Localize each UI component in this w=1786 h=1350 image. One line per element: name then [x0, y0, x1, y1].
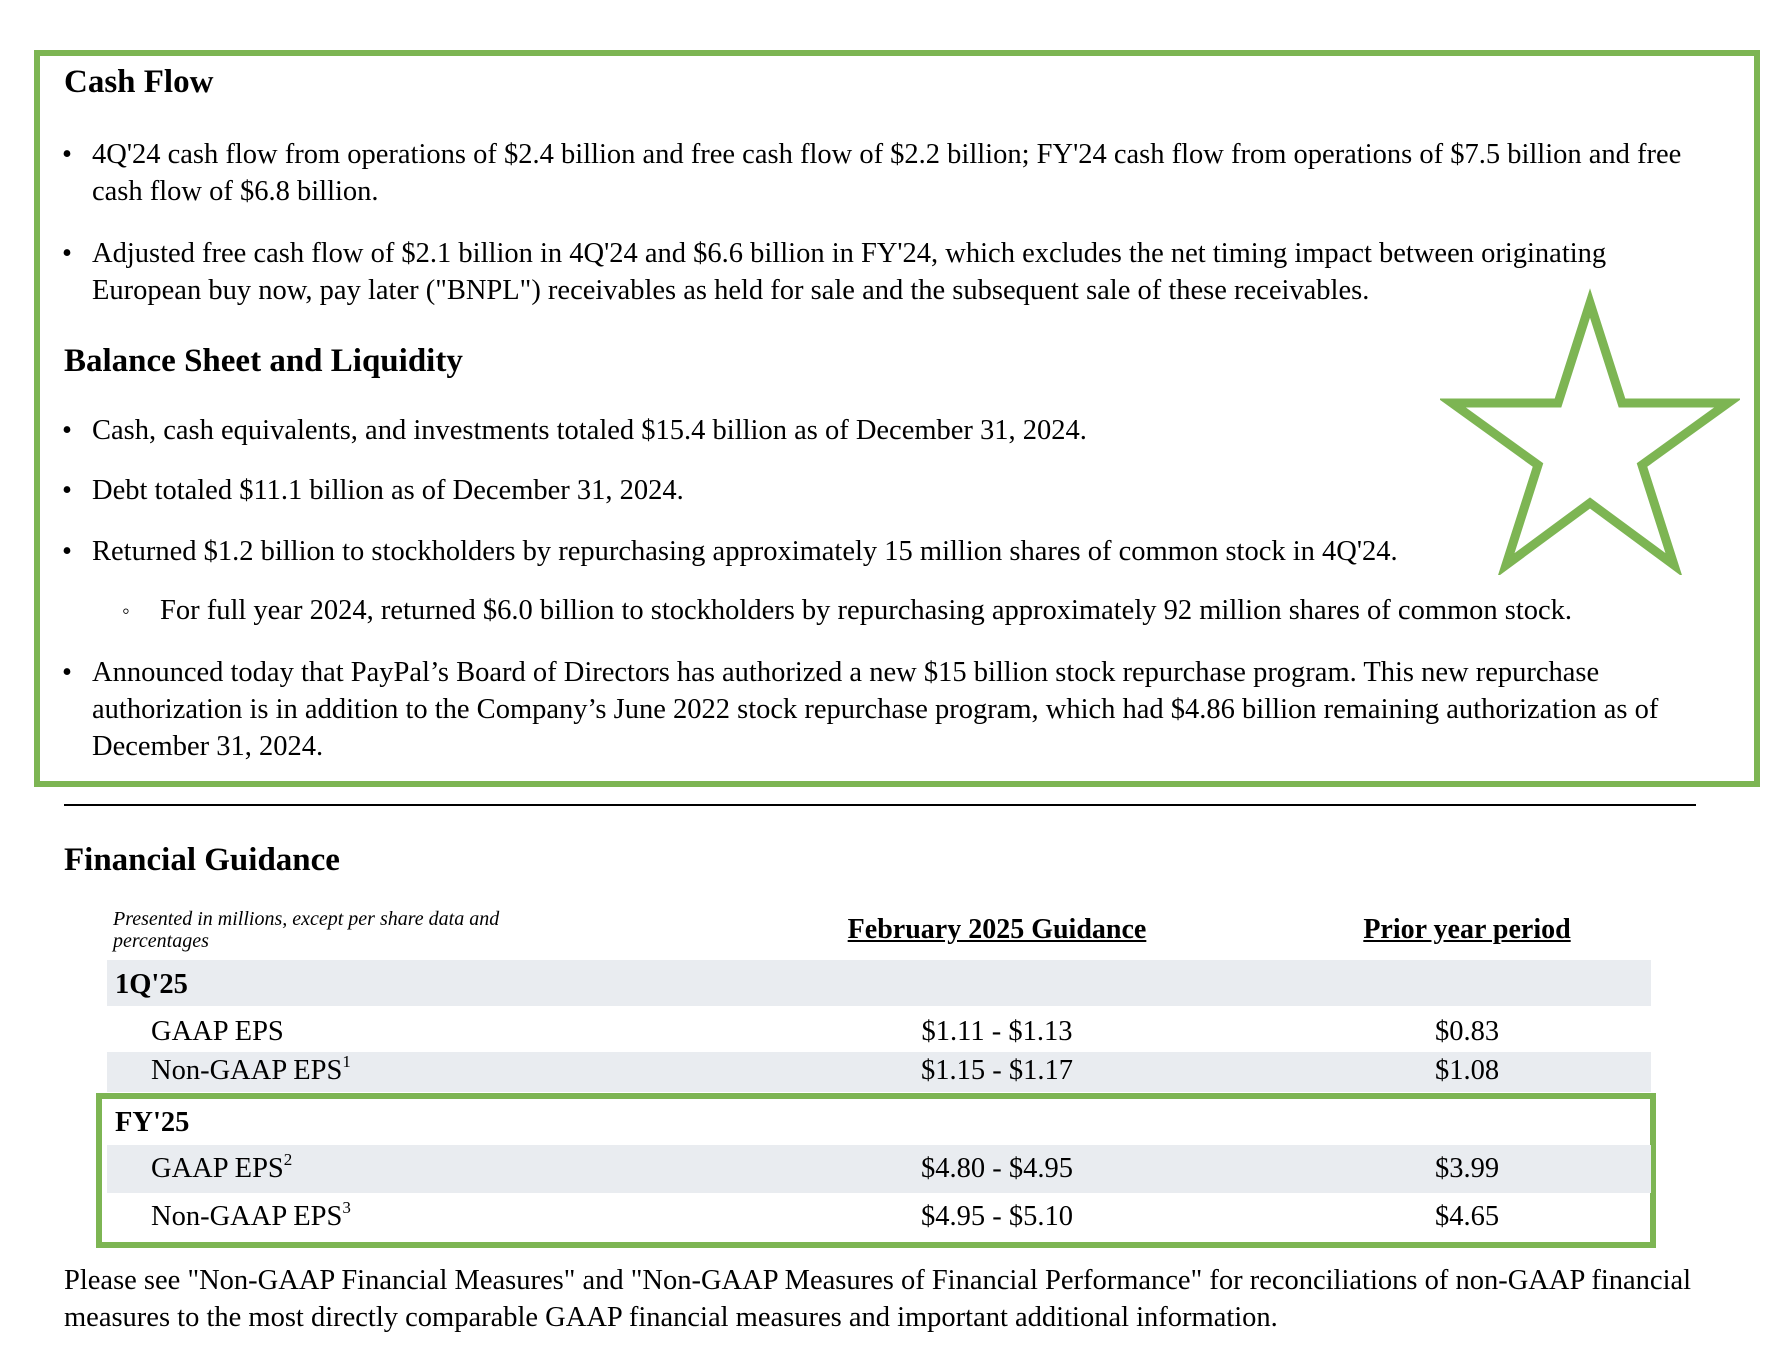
balance-bullet-4: • Announced today that PayPal’s Board of Directors has authorized a new $15 billion stock repurchase program. This new repurchase authorization is in addition to the Company’s June 2022 stock repurchase program, which had $4.86 billion remaining authorization as of December 31, 2024. [92, 654, 1732, 765]
col-header-prior: Prior year period [1363, 914, 1571, 945]
bullet-dot: • [62, 139, 72, 170]
prior-value: $4.65 [1434, 1201, 1500, 1232]
section-divider [64, 804, 1696, 806]
table-row [107, 1147, 1651, 1191]
bullet-dot: • [62, 475, 72, 506]
guidance-value: $1.11 - $1.13 [921, 1016, 1073, 1047]
period-row-fy25 [107, 1101, 1651, 1145]
prior-value: $3.99 [1434, 1153, 1500, 1184]
balance-sub-bullet: ◦ For full year 2024, returned $6.0 billion to stockholders by repurchasing approximately 92 million shares of common stock. [160, 592, 1720, 629]
guidance-note: Presented in millions, except per share data and percentages [113, 908, 500, 952]
period-row-1q25 [107, 963, 1651, 1007]
metric-label: Non-GAAP EPS$^1$ [151, 1052, 351, 1086]
cash-flow-bullet-1: • 4Q'24 cash flow from operations of $2.4 billion and free cash flow of $2.2 billion; FY'24 cash flow from operations of $7.5 billion and free cash flow of $6.8 billion. [92, 136, 1702, 210]
balance-bullet-3: • Returned $1.2 billion to stockholders by repurchasing approximately 15 million shares of common stock in 4Q'24. [92, 533, 1492, 570]
sub-bullet-ring: ◦ [122, 598, 130, 623]
guidance-value: $4.80 - $4.95 [921, 1153, 1073, 1184]
prior-value: $0.83 [1434, 1016, 1500, 1047]
table-row [107, 1195, 1651, 1239]
bullet-dot: • [62, 536, 72, 567]
metric-label: GAAP EPS$^2$ [151, 1150, 293, 1184]
metric-label: GAAP EPS [151, 1016, 284, 1047]
metric-label: Non-GAAP EPS$^3$ [151, 1198, 351, 1232]
table-row [107, 1049, 1651, 1093]
guidance-heading: Financial Guidance [64, 842, 340, 878]
bullet-dot: • [62, 238, 72, 269]
period-label: FY'25 [115, 1107, 190, 1138]
prior-value: $1.08 [1434, 1055, 1500, 1086]
guidance-value: $1.15 - $1.17 [921, 1055, 1073, 1086]
guidance-value: $4.95 - $5.10 [921, 1201, 1073, 1232]
cash-flow-heading: Cash Flow [64, 64, 214, 100]
bullet-dot: • [62, 657, 72, 688]
guidance-footnote: Please see "Non-GAAP Financial Measures" and "Non-GAAP Measures of Financial Performance" for reconciliations of non-GAAP financial measures to the most directly comparable GAAP financial measures and important additional information. [64, 1265, 1692, 1333]
col-header-guidance: February 2025 Guidance [847, 914, 1147, 945]
balance-bullet-2: • Debt totaled $11.1 billion as of December 31, 2024. [92, 472, 1392, 509]
balance-bullet-1: • Cash, cash equivalents, and investments totaled $15.4 billion as of December 31, 2024. [92, 412, 1392, 449]
cash-flow-bullet-2: • Adjusted free cash flow of $2.1 billion in 4Q'24 and $6.6 billion in FY'24, which excludes the net timing impact between originating European buy now, pay later ("BNPL") receivables as held for sale and the subsequent sale of these receivables. [92, 235, 1722, 309]
balance-sheet-heading: Balance Sheet and Liquidity [64, 343, 463, 379]
bullet-dot: • [62, 415, 72, 446]
table-row [107, 1010, 1651, 1054]
star-outline-icon [1440, 285, 1740, 575]
period-label: 1Q'25 [115, 969, 188, 1000]
